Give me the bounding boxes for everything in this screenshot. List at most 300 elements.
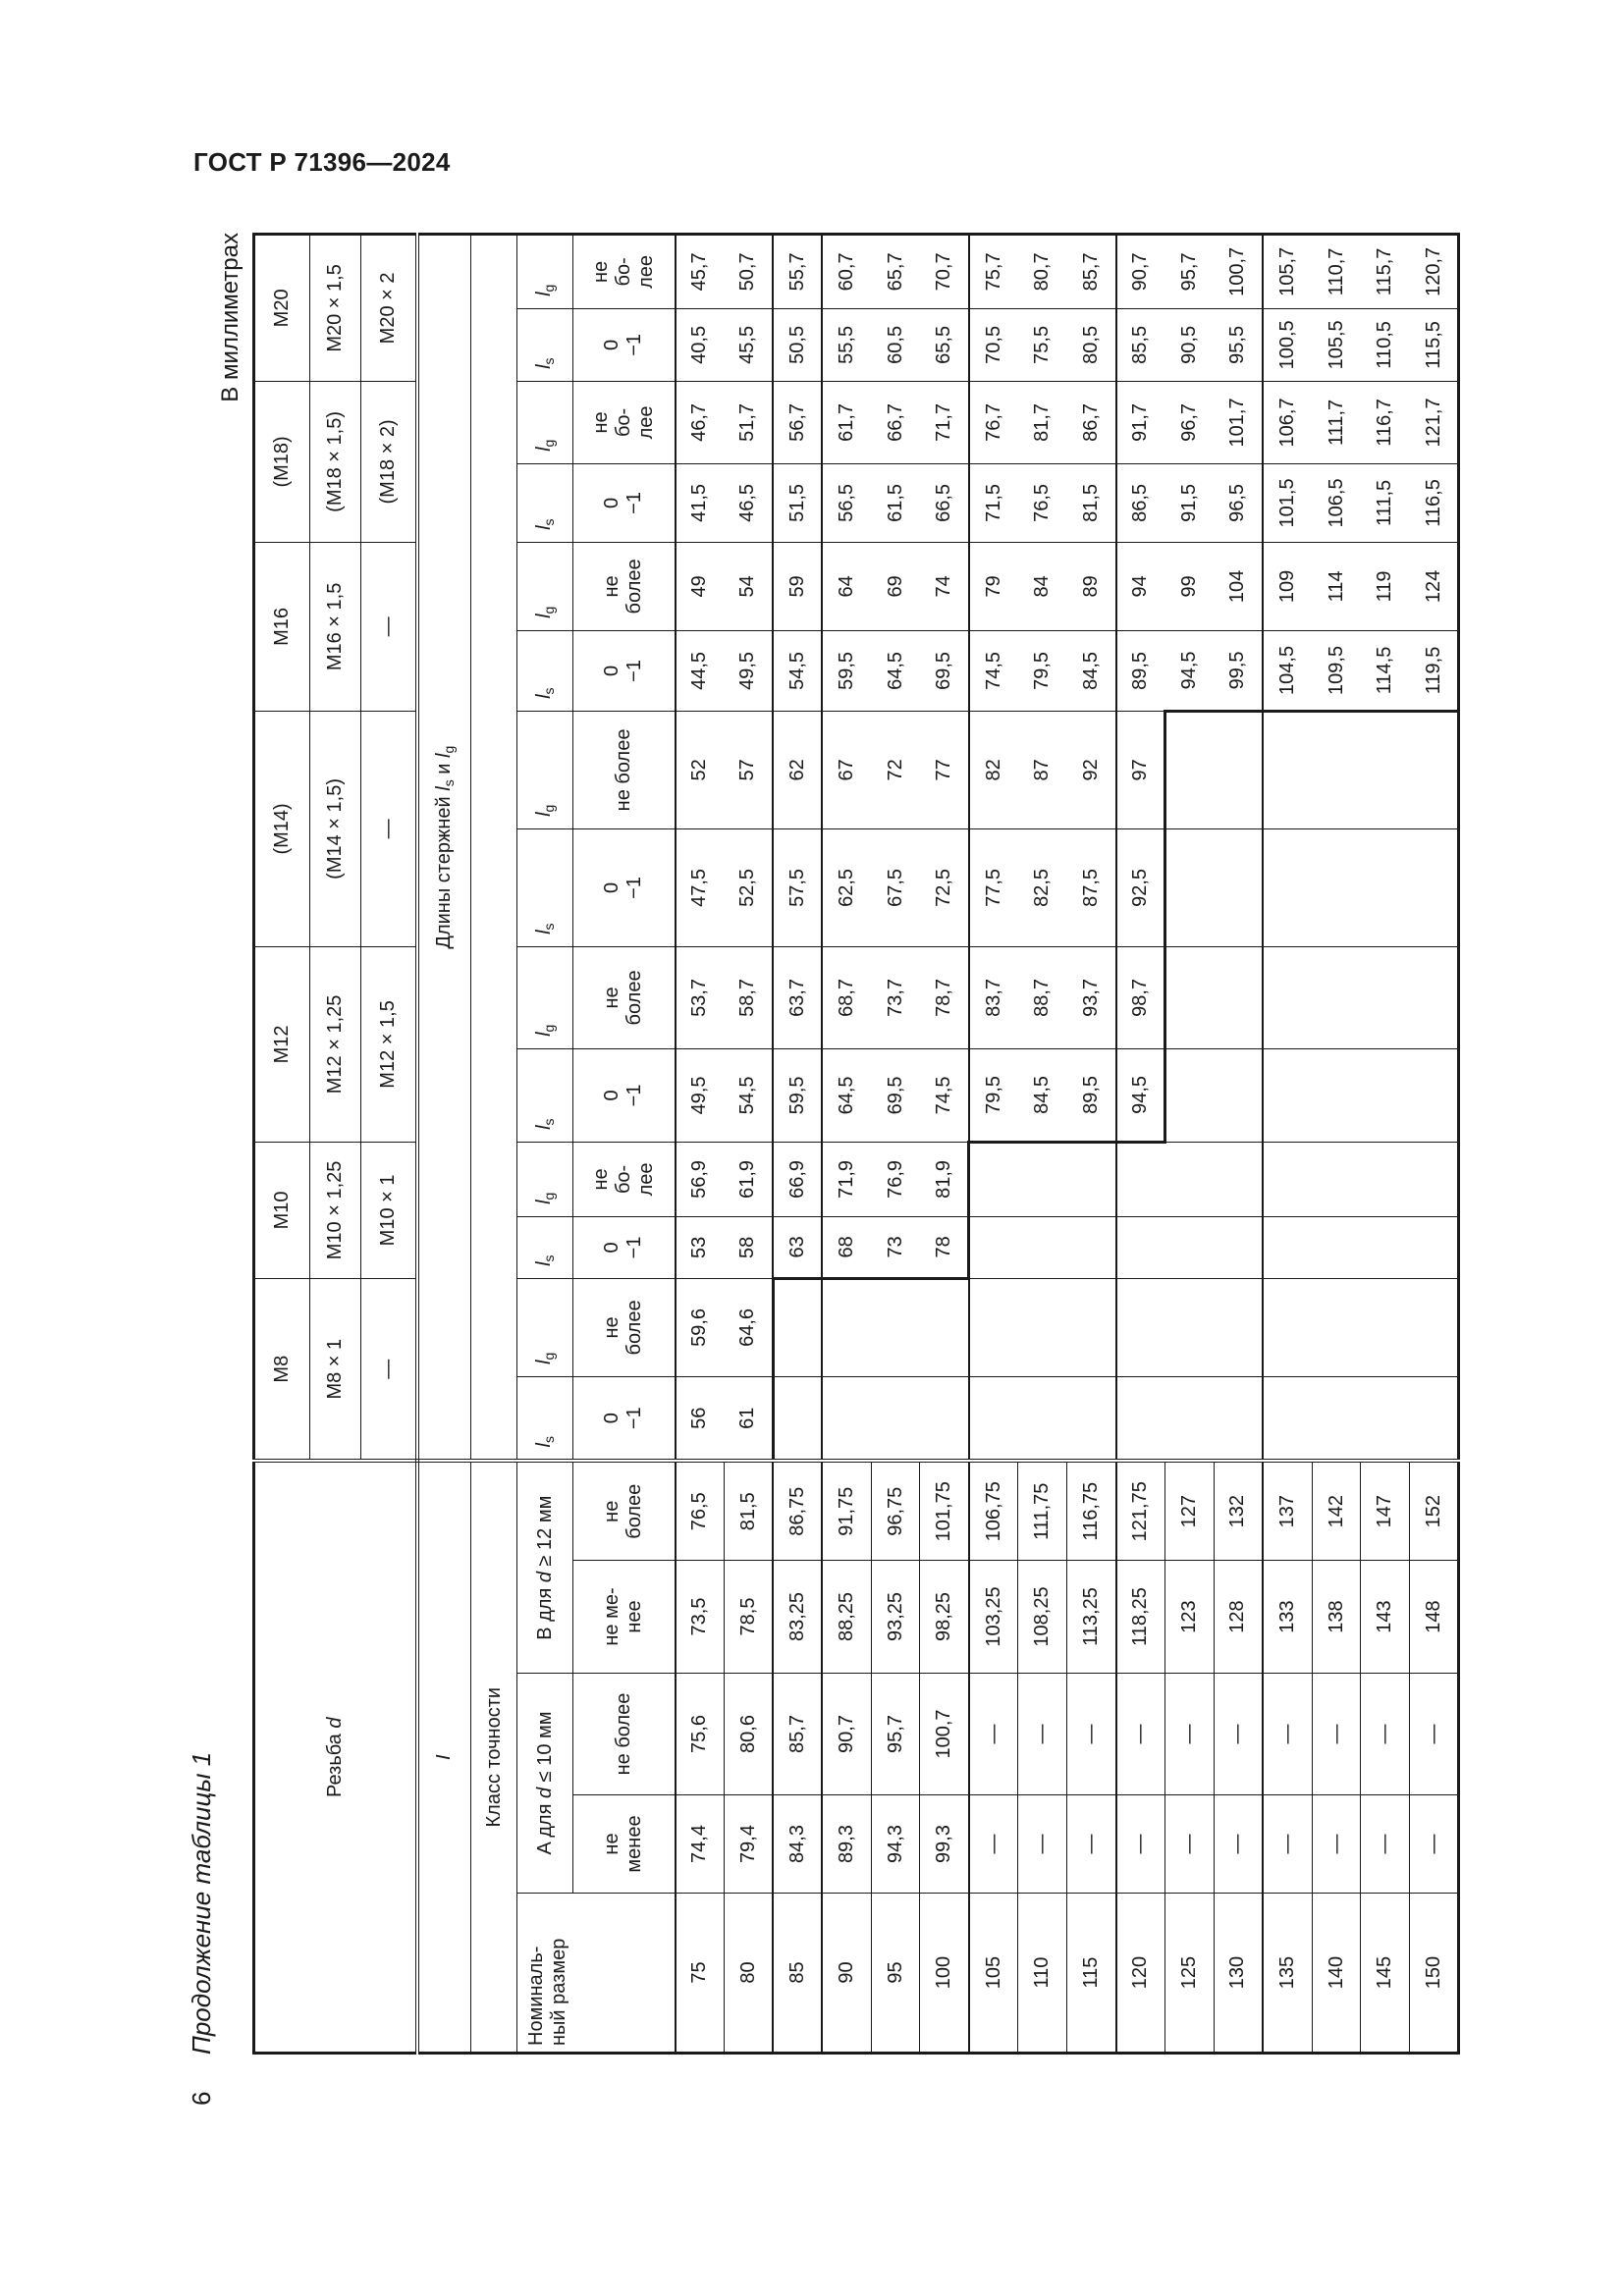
b-max-cell: 76,5: [676, 1461, 725, 1560]
table-row: [1312, 234, 1361, 2053]
ls-value-cell: 105,5: [1312, 308, 1361, 381]
empty-cell: [1361, 946, 1410, 1048]
ls-value-cell: 89,5: [1116, 630, 1165, 711]
lg-value-cell: 106,7: [1263, 381, 1312, 463]
table-row: [822, 234, 871, 2053]
table-row: [724, 234, 773, 2053]
ls-value-cell: 64,5: [822, 1048, 871, 1142]
ls-value-cell: 69,5: [871, 1048, 920, 1142]
accuracy-class-label: Класс точности: [471, 1461, 517, 2053]
lg-value-cell: 45,7: [676, 234, 725, 308]
lg-value-cell: 53,7: [676, 946, 725, 1048]
b-min-cell: 103,25: [969, 1561, 1018, 1674]
ls-value-cell: 70,5: [969, 308, 1018, 381]
a-min-cell: 79,4: [724, 1795, 773, 1894]
ls-value-cell: 89,5: [1067, 1048, 1116, 1142]
ls-value-cell: 114,5: [1361, 630, 1410, 711]
lg-value-cell: 97: [1116, 711, 1165, 828]
b-max-cell: 147: [1361, 1461, 1410, 1560]
lg-value-cell: 73,7: [871, 946, 920, 1048]
a-min-cell: —: [1067, 1795, 1116, 1894]
lg-value-cell: 59: [773, 542, 822, 630]
a-min-cell: —: [1214, 1795, 1263, 1894]
lg-value-cell: 70,7: [920, 234, 969, 308]
empty-cell: [1164, 828, 1214, 946]
nominal-size-cell: 145: [1361, 1894, 1410, 2054]
lg-value-cell: 98,7: [1116, 946, 1165, 1048]
thread-fine-pitch-1: (M18 × 1,5): [310, 381, 361, 542]
g-subscript: g: [440, 745, 457, 754]
ls-value-cell: 94,5: [1116, 1048, 1165, 1142]
ls-value-cell: 91,5: [1164, 463, 1214, 542]
ls-tolerance: 0 −1: [573, 1376, 676, 1461]
a-max-cell: 80,6: [724, 1674, 773, 1795]
empty-cell: [1116, 1142, 1165, 1216]
b-min-cell: 118,25: [1116, 1561, 1165, 1674]
lg-value-cell: 120,7: [1410, 234, 1459, 308]
ls-tolerance: 0 −1: [573, 308, 676, 381]
thread-name: M12: [254, 946, 310, 1142]
thread-fine-pitch-2: M20 × 2: [361, 234, 417, 381]
empty-cell: [773, 1278, 822, 1376]
empty-cell: [969, 1376, 1018, 1461]
b-min-cell: 93,25: [871, 1561, 920, 1674]
a-max-cell: 75,6: [676, 1674, 725, 1795]
lg-value-cell: 64: [822, 542, 871, 630]
lg-value-cell: 64,6: [724, 1278, 773, 1376]
ls-value-cell: 44,5: [676, 630, 725, 711]
empty-cell: [1410, 1142, 1459, 1216]
a-min-subheader: не менее: [573, 1795, 676, 1894]
table-row: [254, 234, 310, 2053]
lg-value-cell: 78,7: [920, 946, 969, 1048]
ls-header: [517, 630, 573, 711]
a-max-subheader: не более: [573, 1674, 676, 1795]
ls-subscript: s: [540, 1435, 557, 1443]
ls-subscript: s: [540, 1118, 557, 1126]
empty-cell: [920, 1278, 969, 1376]
ls-subscript: s: [540, 923, 557, 931]
lg-symbol: l: [532, 292, 555, 296]
b-min-cell: 143: [1361, 1561, 1410, 1674]
b-min-cell: 123: [1164, 1561, 1214, 1674]
ls-subscript: s: [540, 518, 557, 526]
thread-name: M20: [254, 234, 310, 381]
thread-header: [254, 1461, 417, 2053]
a-max-cell: 100,7: [920, 1674, 969, 1795]
ls-value-cell: 100,5: [1263, 308, 1312, 381]
a-min-cell: 89,3: [822, 1795, 871, 1894]
ls-value-cell: 69,5: [920, 630, 969, 711]
lg-value-cell: 66,7: [871, 381, 920, 463]
nominal-size-cell: 140: [1312, 1894, 1361, 2054]
empty-cell: [1214, 946, 1263, 1048]
lg-value-cell: 124: [1410, 542, 1459, 630]
lg-value-cell: 109: [1263, 542, 1312, 630]
lg-value-cell: 71,9: [822, 1142, 871, 1216]
ls-value-cell: 58: [724, 1216, 773, 1278]
empty-cell: [1263, 1142, 1312, 1216]
ls-value-cell: 87,5: [1067, 828, 1116, 946]
nominal-size-cell: 150: [1410, 1894, 1459, 2054]
empty-cell: [871, 1376, 920, 1461]
lg-value-cell: 54: [724, 542, 773, 630]
lg-header: [517, 381, 573, 463]
b-min-cell: 138: [1312, 1561, 1361, 1674]
ls-tolerance: 0 −1: [573, 1048, 676, 1142]
empty-cell: [1214, 1048, 1263, 1142]
nominal-size-cell: 85: [773, 1894, 822, 2054]
lg-subscript: g: [540, 284, 557, 293]
ls-header: [517, 1048, 573, 1142]
document-id: ГОСТ Р 71396—2024: [193, 147, 451, 177]
empty-cell: [1018, 1376, 1067, 1461]
empty-cell: [1263, 946, 1312, 1048]
ls-symbol: l: [532, 694, 555, 699]
a-min-cell: —: [1164, 1795, 1214, 1894]
a-min-cell: —: [1263, 1795, 1312, 1894]
a-min-cell: —: [1410, 1795, 1459, 1894]
lg-subscript: g: [540, 439, 557, 448]
ls-value-cell: 57,5: [773, 828, 822, 946]
b-max-cell: 132: [1214, 1461, 1263, 1560]
ls-value-cell: 52,5: [724, 828, 773, 946]
lg-value-cell: 76,9: [871, 1142, 920, 1216]
table-row: [773, 234, 822, 2053]
lg-value-cell: 80,7: [1018, 234, 1067, 308]
empty-cell: [1410, 1376, 1459, 1461]
empty-cell: [920, 1376, 969, 1461]
ls-header: [517, 828, 573, 946]
b-max-cell: 81,5: [724, 1461, 773, 1560]
empty-cell: [1410, 1278, 1459, 1376]
empty-cell: [969, 1216, 1018, 1278]
ls-value-cell: 78: [920, 1216, 969, 1278]
a-max-cell: —: [1018, 1674, 1067, 1795]
empty-cell: [1214, 1216, 1263, 1278]
ls-value-cell: 73: [871, 1216, 920, 1278]
ls-symbol: l: [532, 525, 555, 530]
b-header-post: ≥ 12 мм: [533, 1495, 556, 1573]
lg-value-cell: 75,7: [969, 234, 1018, 308]
lg-value-cell: 62: [773, 711, 822, 828]
empty-cell: [1164, 1142, 1214, 1216]
lg-subscript: g: [540, 1024, 557, 1033]
a-max-cell: —: [1263, 1674, 1312, 1795]
thread-name: M10: [254, 1142, 310, 1278]
b-max-cell: 101,75: [920, 1461, 969, 1560]
empty-cell: [1312, 1048, 1361, 1142]
a-min-cell: 99,3: [920, 1795, 969, 1894]
lg-value-cell: 86,7: [1067, 381, 1116, 463]
empty-cell: [1312, 828, 1361, 946]
a-max-cell: —: [1116, 1674, 1165, 1795]
ls-value-cell: 85,5: [1116, 308, 1165, 381]
empty-cell: [1312, 1216, 1361, 1278]
lg-value-cell: 49: [676, 542, 725, 630]
thread-name: M8: [254, 1278, 310, 1461]
lg-limit: не более: [573, 711, 676, 828]
a-max-cell: 95,7: [871, 1674, 920, 1795]
empty-cell: [1263, 1216, 1312, 1278]
lg-symbol: l: [532, 812, 555, 817]
empty-cell: [1067, 1216, 1116, 1278]
empty-cell: [1361, 1376, 1410, 1461]
lg-value-cell: 50,7: [724, 234, 773, 308]
ls-value-cell: 110,5: [1361, 308, 1410, 381]
lg-subscript: g: [540, 1352, 557, 1361]
a-min-cell: 94,3: [871, 1795, 920, 1894]
thread-fine-pitch-1: M12 × 1,25: [310, 946, 361, 1142]
b-class-header: [517, 1461, 573, 1673]
empty-cell: [1214, 1278, 1263, 1376]
ls-value-cell: 95,5: [1214, 308, 1263, 381]
a-max-cell: —: [1410, 1674, 1459, 1795]
lg-value-cell: 88,7: [1018, 946, 1067, 1048]
table-caption: Продолжение таблицы 1: [187, 1751, 216, 2055]
lg-value-cell: 61,7: [822, 381, 871, 463]
table-row: [517, 234, 573, 2053]
ls-value-cell: 55,5: [822, 308, 871, 381]
empty-cell: [1067, 1376, 1116, 1461]
ls-value-cell: 40,5: [676, 308, 725, 381]
lg-value-cell: 63,7: [773, 946, 822, 1048]
table-row: [920, 234, 969, 2053]
ls-value-cell: 45,5: [724, 308, 773, 381]
table-row: [1067, 234, 1116, 2053]
ls-value-cell: 94,5: [1164, 630, 1214, 711]
empty-cell: [1018, 1216, 1067, 1278]
b-max-cell: 116,75: [1067, 1461, 1116, 1560]
ls-tolerance: 0 −1: [573, 1216, 676, 1278]
a-max-cell: —: [1312, 1674, 1361, 1795]
empty-cell: [1214, 828, 1263, 946]
ls-value-cell: 49,5: [676, 1048, 725, 1142]
nominal-size-cell: 100: [920, 1894, 969, 2054]
and-text: и: [432, 758, 455, 780]
l-symbol: l: [432, 753, 455, 758]
table-row: [1164, 234, 1214, 2053]
ls-value-cell: 86,5: [1116, 463, 1165, 542]
a-max-cell: —: [1164, 1674, 1214, 1795]
a-max-cell: —: [1067, 1674, 1116, 1795]
b-max-cell: 86,75: [773, 1461, 822, 1560]
nominal-size-cell: 80: [724, 1894, 773, 2054]
b-max-cell: 111,75: [1018, 1461, 1067, 1560]
lg-value-cell: 116,7: [1361, 381, 1410, 463]
b-min-cell: 148: [1410, 1561, 1459, 1674]
lg-limit: не более: [573, 542, 676, 630]
lg-value-cell: 56,7: [773, 381, 822, 463]
thread-fine-pitch-2: —: [361, 542, 417, 711]
table-row: [1410, 234, 1459, 2053]
ls-header: [517, 463, 573, 542]
b-max-cell: 152: [1410, 1461, 1459, 1560]
table-row: [1263, 234, 1312, 2053]
ls-value-cell: 72,5: [920, 828, 969, 946]
nominal-size-cell: 120: [1116, 1894, 1165, 2054]
units-note: В миллиметрах: [217, 233, 244, 402]
rod-lengths-label: Длины стержней: [432, 790, 455, 949]
lg-value-cell: 115,7: [1361, 234, 1410, 308]
lg-value-cell: 59,6: [676, 1278, 725, 1376]
ls-tolerance: 0 −1: [573, 463, 676, 542]
lg-limit: не бо- лее: [573, 381, 676, 463]
lg-value-cell: 83,7: [969, 946, 1018, 1048]
empty-cell: [1312, 1376, 1361, 1461]
ls-value-cell: 56,5: [822, 463, 871, 542]
nominal-size-cell: 130: [1214, 1894, 1263, 2054]
ls-value-cell: 63: [773, 1216, 822, 1278]
empty-cell: [1164, 1278, 1214, 1376]
thread-fine-pitch-2: M10 × 1: [361, 1142, 417, 1278]
lg-value-cell: 104: [1214, 542, 1263, 630]
ls-value-cell: 79,5: [969, 1048, 1018, 1142]
ls-symbol: l: [532, 930, 555, 934]
thread-fine-pitch-1: M20 × 1,5: [310, 234, 361, 381]
ls-value-cell: 64,5: [871, 630, 920, 711]
lg-value-cell: 90,7: [1116, 234, 1165, 308]
empty-cell: [1263, 1048, 1312, 1142]
b-max-cell: 127: [1164, 1461, 1214, 1560]
a-max-cell: 85,7: [773, 1674, 822, 1795]
lg-symbol: l: [532, 1032, 555, 1037]
ls-value-cell: 59,5: [822, 630, 871, 711]
ls-header: [517, 1376, 573, 1461]
ls-value-cell: 116,5: [1410, 463, 1459, 542]
lg-value-cell: 119: [1361, 542, 1410, 630]
lg-value-cell: 92: [1067, 711, 1116, 828]
a-header-post: ≤ 10 мм: [533, 1711, 556, 1788]
b-min-cell: 128: [1214, 1561, 1263, 1674]
ls-header: [517, 1216, 573, 1278]
ls-subscript: s: [540, 1255, 557, 1262]
bolt-length-table: [252, 233, 1460, 2055]
lg-value-cell: 84: [1018, 542, 1067, 630]
ls-value-cell: 46,5: [724, 463, 773, 542]
ls-value-cell: 50,5: [773, 308, 822, 381]
lg-value-cell: 96,7: [1164, 381, 1214, 463]
lg-value-cell: 79: [969, 542, 1018, 630]
b-min-cell: 88,25: [822, 1561, 871, 1674]
thread-fine-pitch-2: —: [361, 1278, 417, 1461]
lg-value-cell: 56,9: [676, 1142, 725, 1216]
b-min-cell: 83,25: [773, 1561, 822, 1674]
empty-cell: [1410, 946, 1459, 1048]
lg-subscript: g: [540, 1192, 557, 1201]
lg-value-cell: 51,7: [724, 381, 773, 463]
lg-value-cell: 65,7: [871, 234, 920, 308]
empty-cell: [1312, 1278, 1361, 1376]
empty-cell: [1164, 711, 1214, 828]
b-max-cell: 106,75: [969, 1461, 1018, 1560]
thread-fine-pitch-1: M10 × 1,25: [310, 1142, 361, 1278]
ls-value-cell: 41,5: [676, 463, 725, 542]
empty-cell: [1164, 1048, 1214, 1142]
thread-fine-pitch-2: M12 × 1,5: [361, 946, 417, 1142]
l-symbol: l: [432, 786, 455, 791]
b-header-symbol: d: [533, 1572, 556, 1583]
empty-cell: [1164, 1216, 1214, 1278]
thread-name: M16: [254, 542, 310, 711]
a-header-symbol: d: [533, 1787, 556, 1798]
thread-label: Резьба: [323, 1728, 346, 1797]
b-min-subheader: не ме- нее: [573, 1561, 676, 1674]
a-max-cell: 90,7: [822, 1674, 871, 1795]
ls-value-cell: 80,5: [1067, 308, 1116, 381]
empty-cell: [1361, 1048, 1410, 1142]
lg-value-cell: 95,7: [1164, 234, 1214, 308]
ls-value-cell: 47,5: [676, 828, 725, 946]
table-row: [1116, 234, 1165, 2053]
empty-cell: [1410, 1048, 1459, 1142]
ls-subscript: s: [540, 687, 557, 695]
table-row: [573, 234, 676, 2053]
table-row: [871, 234, 920, 2053]
ls-value-cell: 101,5: [1263, 463, 1312, 542]
ls-value-cell: 59,5: [773, 1048, 822, 1142]
thread-fine-pitch-2: —: [361, 711, 417, 946]
lg-value-cell: 100,7: [1214, 234, 1263, 308]
ls-value-cell: 84,5: [1018, 1048, 1067, 1142]
lg-symbol: l: [532, 614, 555, 618]
ls-symbol: l: [532, 1261, 555, 1266]
table-row: [969, 234, 1018, 2053]
lg-value-cell: 99: [1164, 542, 1214, 630]
empty-cell: [1361, 1142, 1410, 1216]
empty-cell: [1067, 1278, 1116, 1376]
table-row: [1018, 234, 1067, 2053]
table-row: [1361, 234, 1410, 2053]
a-header-pre: A для: [533, 1798, 556, 1855]
empty-cell: [1018, 1278, 1067, 1376]
b-max-cell: 91,75: [822, 1461, 871, 1560]
empty-cell: [1214, 1376, 1263, 1461]
lg-value-cell: 77: [920, 711, 969, 828]
empty-cell: [822, 1278, 871, 1376]
ls-value-cell: 74,5: [969, 630, 1018, 711]
ls-tolerance: 0 −1: [573, 828, 676, 946]
empty-cell: [1312, 1142, 1361, 1216]
ls-symbol: l: [532, 364, 555, 369]
table-row: [1214, 234, 1263, 2053]
lg-limit: не более: [573, 946, 676, 1048]
b-min-cell: 98,25: [920, 1561, 969, 1674]
b-max-cell: 121,75: [1116, 1461, 1165, 1560]
thread-fine-pitch-1: (M14 × 1,5): [310, 711, 361, 946]
thread-symbol: d: [323, 1717, 346, 1729]
empty-cell: [1263, 711, 1312, 828]
ls-value-cell: 75,5: [1018, 308, 1067, 381]
a-min-cell: 84,3: [773, 1795, 822, 1894]
s-subscript: s: [440, 779, 457, 787]
ls-value-cell: 54,5: [773, 630, 822, 711]
a-max-cell: —: [969, 1674, 1018, 1795]
ls-value-cell: 115,5: [1410, 308, 1459, 381]
b-max-cell: 137: [1263, 1461, 1312, 1560]
empty-cell: [1214, 1142, 1263, 1216]
nominal-size-cell: 95: [871, 1894, 920, 2054]
ls-subscript: s: [540, 357, 557, 365]
ls-value-cell: 76,5: [1018, 463, 1067, 542]
b-min-cell: 133: [1263, 1561, 1312, 1674]
lg-value-cell: 71,7: [920, 381, 969, 463]
empty-cell: [1410, 711, 1459, 828]
empty-cell: [1410, 828, 1459, 946]
lg-value-cell: 46,7: [676, 381, 725, 463]
lg-value-cell: 69: [871, 542, 920, 630]
nominal-size-cell: 110: [1018, 1894, 1067, 2054]
